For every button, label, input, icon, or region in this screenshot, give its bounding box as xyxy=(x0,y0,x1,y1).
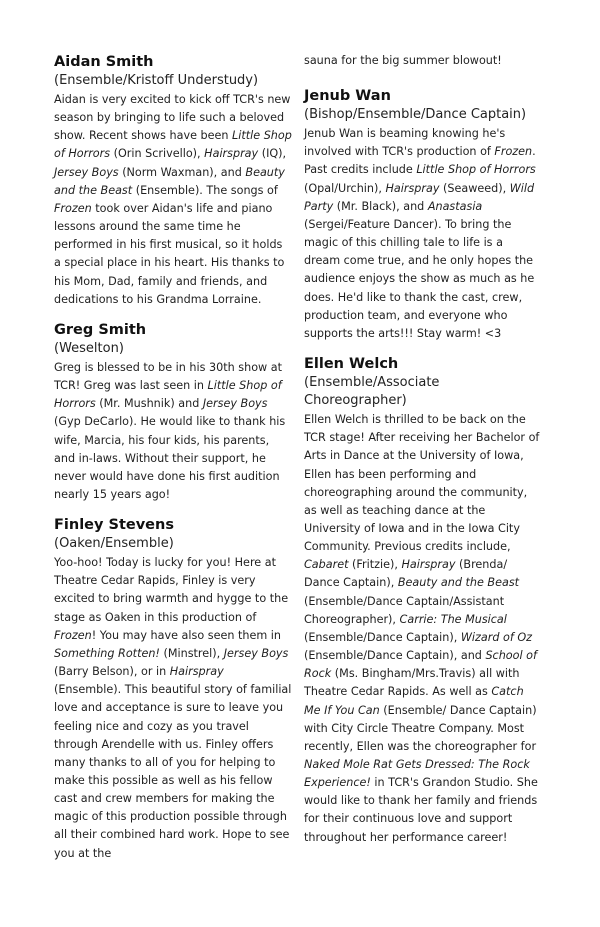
bio-name: Greg Smith xyxy=(54,321,147,338)
bio-aidan-smith xyxy=(54,52,292,309)
bio-role: (Ensemble/Kristoff Understudy) xyxy=(54,73,259,88)
bio-role: (Bishop/Ensemble/Dance Captain) xyxy=(304,107,527,123)
bio-name: Aidan Smith xyxy=(54,54,154,70)
bio-role: (Weselton) xyxy=(54,340,124,356)
bio-ellen-welch xyxy=(304,354,542,847)
bio-finley-stevens xyxy=(54,515,292,863)
bio-continuation-finley: sauna for the big summer blowout! xyxy=(304,54,502,67)
bio-name: Ellen Welch xyxy=(304,356,399,373)
right-column xyxy=(304,52,542,858)
bio-text: Jenub Wan is beaming knowing he's involved with TCR's production of Frozen. Past credits include Little Shop of Horrors (Opal/Urchin), Hairspray (Seaweed), Wild Party (Mr. Black), and Anastasia (Sergei/Feature Dancer). To bring the magic of this chilling tale to life is a dream come true, and he only hopes the audience enjoys the show as much as he does. He'd like to thank the cast, crew, production team, and everyone who supports the arts!!! Stay warm! <3 xyxy=(304,127,536,340)
bio-role: (Ensemble/Associate Choreographer) xyxy=(304,375,440,409)
bio-name: Jenub Wan xyxy=(304,88,391,105)
bio-text: Greg is blessed to be in his 30th show at TCR! Greg was last seen in Little Shop of Horrors (Mr. Mushnik) and Jersey Boys (Gyp DeCarlo). He would like to thank his wife, Marcia, his four kids, his parents, and in-laws. Without their support, he never would have done his first audition nearly 15 years ago! xyxy=(54,360,286,501)
bio-jenub-wan xyxy=(304,86,542,343)
bio-text: Yoo-hoo! Today is lucky for you! Here at Theatre Cedar Rapids, Finley is very excited to bring warmth and hygge to the stage as Oaken in this production of Frozen! You may have also seen them in Something Rotten! (Minstrel), Jersey Boys (Barry Belson), or in Hairspray (Ensemble). This beautiful story of familial love and acceptance is sure to leave you feeling nice and cozy as you travel through Arendelle with us. Finley offers many thanks to all of you for helping to make this possible as well as his fellow cast and crew members for making the magic of this production possible through all their combined hard work. Hope to see you at the xyxy=(54,556,292,860)
bio-role: (Oaken/Ensemble) xyxy=(54,536,174,552)
bio-text: Aidan is very excited to kick off TCR's new season by bringing to life such a beloved show. Recent shows have been Little Shop of Horrors (Orin Scrivello), Hairspray (IQ), Jersey Boys (Norm Waxman), and Beauty and the Beast (Ensemble). The songs of Frozen took over Aidan's life and piano lessons around the same time he performed in his first musical, so it holds a special place in his heart. His thanks to his Mom, Dad, family and friends, and dedications to his Grandma Lorraine. xyxy=(54,93,292,306)
bio-name: Finley Stevens xyxy=(54,517,174,534)
bio-greg-smith xyxy=(54,320,292,504)
bio-text: Ellen Welch is thrilled to be back on the TCR stage! After receiving her Bachelor of Arts in Dance at the University of Iowa, Ellen has been performing and choreographing around the community, as well as teaching dance at the University of Iowa and in the Iowa City Community. Previous credits include, Cabaret (Fritzie), Hairspray (Brenda/ Dance Captain), Beauty and the Beast (Ensemble/Dance Captain/Assistant Choreographer), Carrie: The Musical (Ensemble/Dance Captain), Wizard of Oz (Ensemble/Dance Captain), and School of Rock (Ms. Bingham/Mrs.Travis) all with Theatre Cedar Rapids. As well as Catch Me If You Can (Ensemble/ Dance Captain) with City Circle Theatre Company. Most recently, Ellen was the choreographer for Naked Mole Rat Gets Dressed: The Rock Experience! in TCR's Grandon Studio. She would like to thank her family and friends for their continuous love and support throughout her performance career! xyxy=(304,413,540,844)
left-column xyxy=(54,52,292,874)
